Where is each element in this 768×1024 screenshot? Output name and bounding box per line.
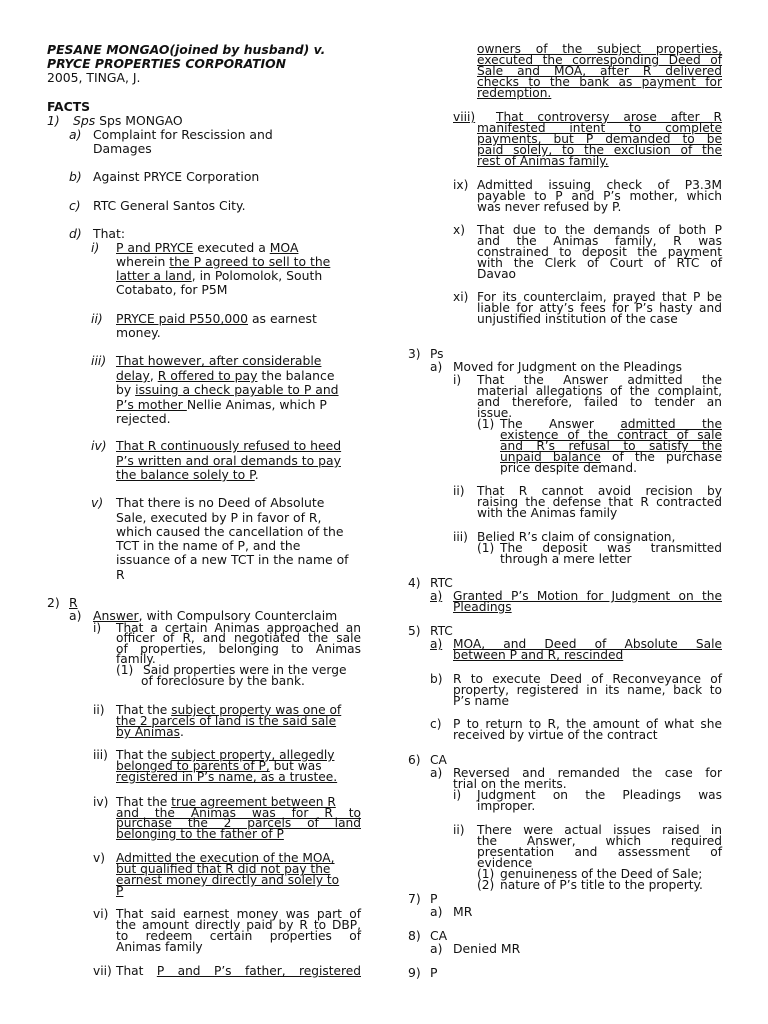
s3-a-label: a) — [430, 360, 443, 374]
s3-ii-line3: with the Animas family — [477, 506, 618, 520]
s1-iii-line1: That however, after considerable — [116, 353, 322, 368]
section-7-number: 7) — [408, 891, 421, 906]
s3-i-sub1-line1: The Answer admitted the — [500, 417, 722, 431]
s2-vii-cont-line1: owners of the subject properties, — [477, 42, 722, 56]
s2-xi-line3: unjustified institution of the case — [477, 312, 678, 326]
s1-v-line3: which caused the cancellation of the — [116, 524, 344, 539]
s2-vii-cont-line3: Sale and MOA, after R delivered — [477, 64, 722, 78]
s1-i-line3: latter a land, in Polomolok, South — [116, 268, 323, 283]
section-8-number: 8) — [408, 928, 421, 943]
s3-i-sub1-line2: existence of the contract of sale — [500, 428, 722, 442]
s1-iii-label: iii) — [91, 353, 107, 368]
s7-a-text: MR — [453, 904, 473, 919]
section-4-label: RTC — [430, 576, 453, 590]
s3-i-sub1-line4: unpaid balance of the purchase — [500, 450, 722, 464]
s6-ii-sub2-label: (2) — [477, 878, 495, 892]
s2-i-line2: officer of R, and negotiated the sale — [116, 631, 361, 645]
s5-a-line2: between P and R, rescinded — [453, 648, 624, 662]
s3-ii-line2: raising the defense that R contracted — [477, 495, 722, 509]
s2-xi-label: xi) — [453, 290, 469, 304]
s3-i-label: i) — [453, 373, 462, 387]
s2-viii-label: viii) — [453, 110, 476, 124]
s1-v-label: v) — [91, 495, 104, 510]
s2-v-line2: but qualified that R did not pay the — [116, 862, 331, 876]
s2-x-line3: constrained to deposit the payment — [477, 245, 722, 259]
s2-iv-line1: That the true agreement between R — [116, 795, 336, 809]
s2-a-label: a) — [69, 608, 82, 623]
s2-vii-cont-line4: checks to the bank as payment for — [477, 75, 722, 89]
s3-ii-line1: That R cannot avoid recision by — [477, 484, 722, 498]
s1-v-line4: TCT in the name of P, and the — [116, 538, 301, 553]
section-2-number: 2) — [47, 595, 60, 610]
s1-i-line2: wherein the P agreed to sell to the — [116, 254, 331, 269]
s2-viii-line4: paid solely, to the exclusion of the — [477, 143, 722, 157]
s1-v-line5: issuance of a new TCT in the name of — [116, 552, 349, 567]
section-9-label: P — [430, 965, 438, 980]
s2-iii-line1: That the subject property, allegedly — [116, 748, 335, 762]
s2-i-line1: That a certain Animas approached an — [116, 621, 361, 635]
s3-iii-sub-label: (1) — [477, 541, 495, 555]
s2-ix-line2: payable to P and P’s mother, which — [477, 189, 722, 203]
s2-vii-label: vii) — [93, 964, 112, 978]
s2-i-sub-line2: of foreclosure by the bank. — [141, 674, 305, 688]
s5-a-label: a) — [430, 637, 443, 651]
s6-ii-line3: presentation and assessment of — [477, 845, 722, 859]
s2-iv-line3: purchase the 2 parcels of land — [116, 816, 361, 830]
s1-d-text: That: — [93, 226, 126, 241]
s4-a-label: a) — [430, 589, 443, 603]
s6-ii-line2: the Answer, which required — [477, 834, 722, 848]
s2-v-label: v) — [93, 851, 105, 865]
s5-b-label: b) — [430, 672, 443, 686]
s8-a-label: a) — [430, 941, 443, 956]
s1-a-line2: Damages — [93, 141, 152, 156]
s2-v-line3: earnest money directly and solely to — [116, 873, 340, 887]
s3-i-line2: material allegations of the complaint, — [477, 384, 722, 398]
s6-i-line1: Judgment on the Pleadings was — [477, 788, 722, 802]
case-title-line1: PESANE MONGAO(joined by husband) v. — [47, 42, 326, 57]
s6-a-line2: trial on the merits. — [453, 777, 567, 791]
s2-v-line4: P — [116, 884, 124, 898]
s2-ix-line3: was never refused by P. — [477, 200, 622, 214]
section-7-label: P — [430, 891, 438, 906]
s1-i-line4: Cotabato, for P5M — [116, 282, 228, 297]
s4-a-line2: Pleadings — [453, 600, 512, 614]
s3-iii-line1: Belied R’s claim of consignation, — [477, 530, 676, 544]
s1-c-label: c) — [69, 198, 81, 213]
s5-b-line1: R to execute Deed of Reconveyance of — [453, 672, 722, 686]
s6-ii-line1: There were actual issues raised in — [477, 823, 722, 837]
s2-vi-line3: to redeem certain properties of — [116, 929, 361, 943]
section-3-number: 3) — [408, 347, 421, 361]
section-6-number: 6) — [408, 753, 421, 767]
section-9-number: 9) — [408, 965, 421, 980]
facts-heading: FACTS — [47, 99, 91, 114]
s3-i-sub1-line5: price despite demand. — [500, 461, 637, 475]
s2-xi-line1: For its counterclaim, prayed that P be — [477, 290, 722, 304]
s5-c-line1: P to return to R, the amount of what she — [453, 717, 722, 731]
s1-iv-line1: That R continuously refused to heed — [116, 438, 342, 453]
section-4-number: 4) — [408, 576, 421, 590]
s6-i-label: i) — [453, 788, 462, 802]
s2-viii-line5: rest of Animas family. — [477, 154, 609, 168]
s2-viii-line2: manifested intent to complete — [477, 121, 722, 135]
s1-iii-line2: delay, R offered to pay the balance — [116, 368, 335, 383]
s6-ii-sub1-text: genuineness of the Deed of Sale; — [500, 867, 703, 881]
section-2-label: R — [69, 595, 78, 610]
s1-ii-line2: money. — [116, 325, 161, 340]
s2-vii-cont-line5: redemption. — [477, 86, 552, 100]
s5-c-label: c) — [430, 717, 442, 731]
s8-a-text: Denied MR — [453, 941, 521, 956]
s6-ii-line4: evidence — [477, 856, 533, 870]
s5-b-line2: property, registered in its name, back to — [453, 683, 722, 697]
s3-i-line3: and therefore, failed to tender an — [477, 395, 722, 409]
s2-ii-line2: the 2 parcels of land is the said sale — [116, 714, 337, 728]
s2-i-sub-line1: Said properties were in the verge — [143, 663, 347, 677]
s1-iv-line2: P’s written and oral demands to pay — [116, 453, 341, 468]
s3-i-line4: issue. — [477, 406, 513, 420]
s6-ii-label: ii) — [453, 823, 465, 837]
s1-v-line1: That there is no Deed of Absolute — [116, 495, 325, 510]
s2-iv-label: iv) — [93, 795, 109, 809]
s1-c-text: RTC General Santos City. — [93, 198, 246, 213]
s2-x-label: x) — [453, 223, 465, 237]
s2-x-line2: and the Animas family, R was — [477, 234, 722, 248]
s1-iii-line3: by issuing a check payable to P and — [116, 382, 339, 397]
s6-ii-sub2-text: nature of P’s title to the property. — [500, 878, 703, 892]
case-title-line2: PRYCE PROPERTIES CORPORATION — [47, 56, 287, 71]
section-1-label: Sps Sps MONGAO — [73, 113, 183, 128]
s2-i-line4: family. — [116, 652, 156, 666]
section-8-label: CA — [430, 928, 448, 943]
s2-ii-line3: by Animas. — [116, 725, 184, 739]
case-citation: 2005, TINGA, J. — [47, 70, 141, 85]
s1-v-line6: R — [116, 567, 125, 582]
s3-iii-label: iii) — [453, 530, 468, 544]
s2-vi-line1: That said earnest money was part of — [116, 907, 361, 921]
s2-viii-line3: payments, but P demanded to be — [477, 132, 722, 146]
s2-i-line3: of properties, belonging to Animas — [116, 642, 361, 656]
s5-a-line1: MOA, and Deed of Absolute Sale — [453, 637, 722, 651]
s1-d-label: d) — [69, 226, 82, 241]
s2-vi-line4: Animas family — [116, 940, 203, 954]
s1-b-label: b) — [69, 169, 82, 184]
s6-a-label: a) — [430, 766, 443, 780]
s3-iii-sub-line2: through a mere letter — [500, 552, 632, 566]
s3-i-sub1-line3: and R’s refusal to satisfy the — [500, 439, 722, 453]
s2-iv-line2: and the Animas was for R to — [116, 806, 361, 820]
s1-a-line1: Complaint for Rescission and — [93, 127, 273, 142]
s7-a-label: a) — [430, 904, 443, 919]
s6-ii-sub1-label: (1) — [477, 867, 495, 881]
s2-iii-label: iii) — [93, 748, 108, 762]
s2-ix-line1: Admitted issuing check of P3.3M — [477, 178, 722, 192]
s6-a-line1: Reversed and remanded the case for — [453, 766, 722, 780]
s2-a-text: Answer, with Compulsory Counterclaim — [93, 608, 338, 623]
s2-x-line4: with the Clerk of Court of RTC of — [477, 256, 722, 270]
s2-vii-cont-line2: executed the corresponding Deed of — [477, 53, 722, 67]
s6-i-line2: improper. — [477, 799, 536, 813]
section-1-number: 1) — [47, 113, 60, 128]
s2-viii-line1: That controversy arose after R — [496, 110, 722, 124]
s2-ix-label: ix) — [453, 178, 469, 192]
s1-iii-line4: P’s mother Nellie Animas, which P — [116, 397, 327, 412]
s2-iii-line3: registered in P’s name, as a trustee. — [116, 770, 338, 784]
s5-b-line3: P’s name — [453, 694, 510, 708]
section-5-label: RTC — [430, 624, 453, 638]
s1-a-label: a) — [69, 127, 82, 142]
s2-x-line1: That due to the demands of both P — [477, 223, 722, 237]
s1-iv-line3: the balance solely to P. — [116, 467, 259, 482]
s2-xi-line2: liable for atty’s fees for P’s hasty and — [477, 301, 722, 315]
s1-ii-label: ii) — [91, 311, 103, 326]
s2-ii-label: ii) — [93, 703, 105, 717]
s2-iv-line4: belonging to the father of P — [116, 827, 284, 841]
s2-x-line5: Davao — [477, 267, 516, 281]
section-5-number: 5) — [408, 624, 421, 638]
s5-c-line2: received by virtue of the contract — [453, 728, 658, 742]
s3-iii-sub-line1: The deposit was transmitted — [500, 541, 722, 555]
s2-i-sub-label: (1) — [116, 663, 134, 677]
s1-ii-line1: PRYCE paid P550,000 as earnest — [116, 311, 317, 326]
s3-i-line1: That the Answer admitted the — [477, 373, 722, 387]
s2-iii-line2: belonged to parents of P, but was — [116, 759, 322, 773]
s1-iii-line5: rejected. — [116, 411, 171, 426]
section-3-label: Ps — [430, 347, 444, 361]
s1-v-line2: Sale, executed by P in favor of R, — [116, 510, 322, 525]
s4-a-line1: Granted P’s Motion for Judgment on the — [453, 589, 722, 603]
s1-b-text: Against PRYCE Corporation — [93, 169, 260, 184]
s2-v-line1: Admitted the execution of the MOA, — [116, 851, 335, 865]
s3-ii-label: ii) — [453, 484, 465, 498]
section-6-label: CA — [430, 753, 447, 767]
s1-iv-label: iv) — [91, 438, 107, 453]
s3-i-sub1-label: (1) — [477, 417, 495, 431]
s2-vi-label: vi) — [93, 907, 109, 921]
s2-vi-line2: the amount directly paid by R to DBP, — [116, 918, 361, 932]
s3-a-text: Moved for Judgment on the Pleadings — [453, 360, 683, 374]
s2-ii-line1: That the subject property was one of — [116, 703, 342, 717]
s1-i-label: i) — [91, 240, 100, 255]
s2-i-label: i) — [93, 621, 102, 635]
s1-i-line1: P and PRYCE executed a MOA — [116, 240, 299, 255]
s2-vii-line1: That P and P’s father, registered — [116, 964, 361, 978]
